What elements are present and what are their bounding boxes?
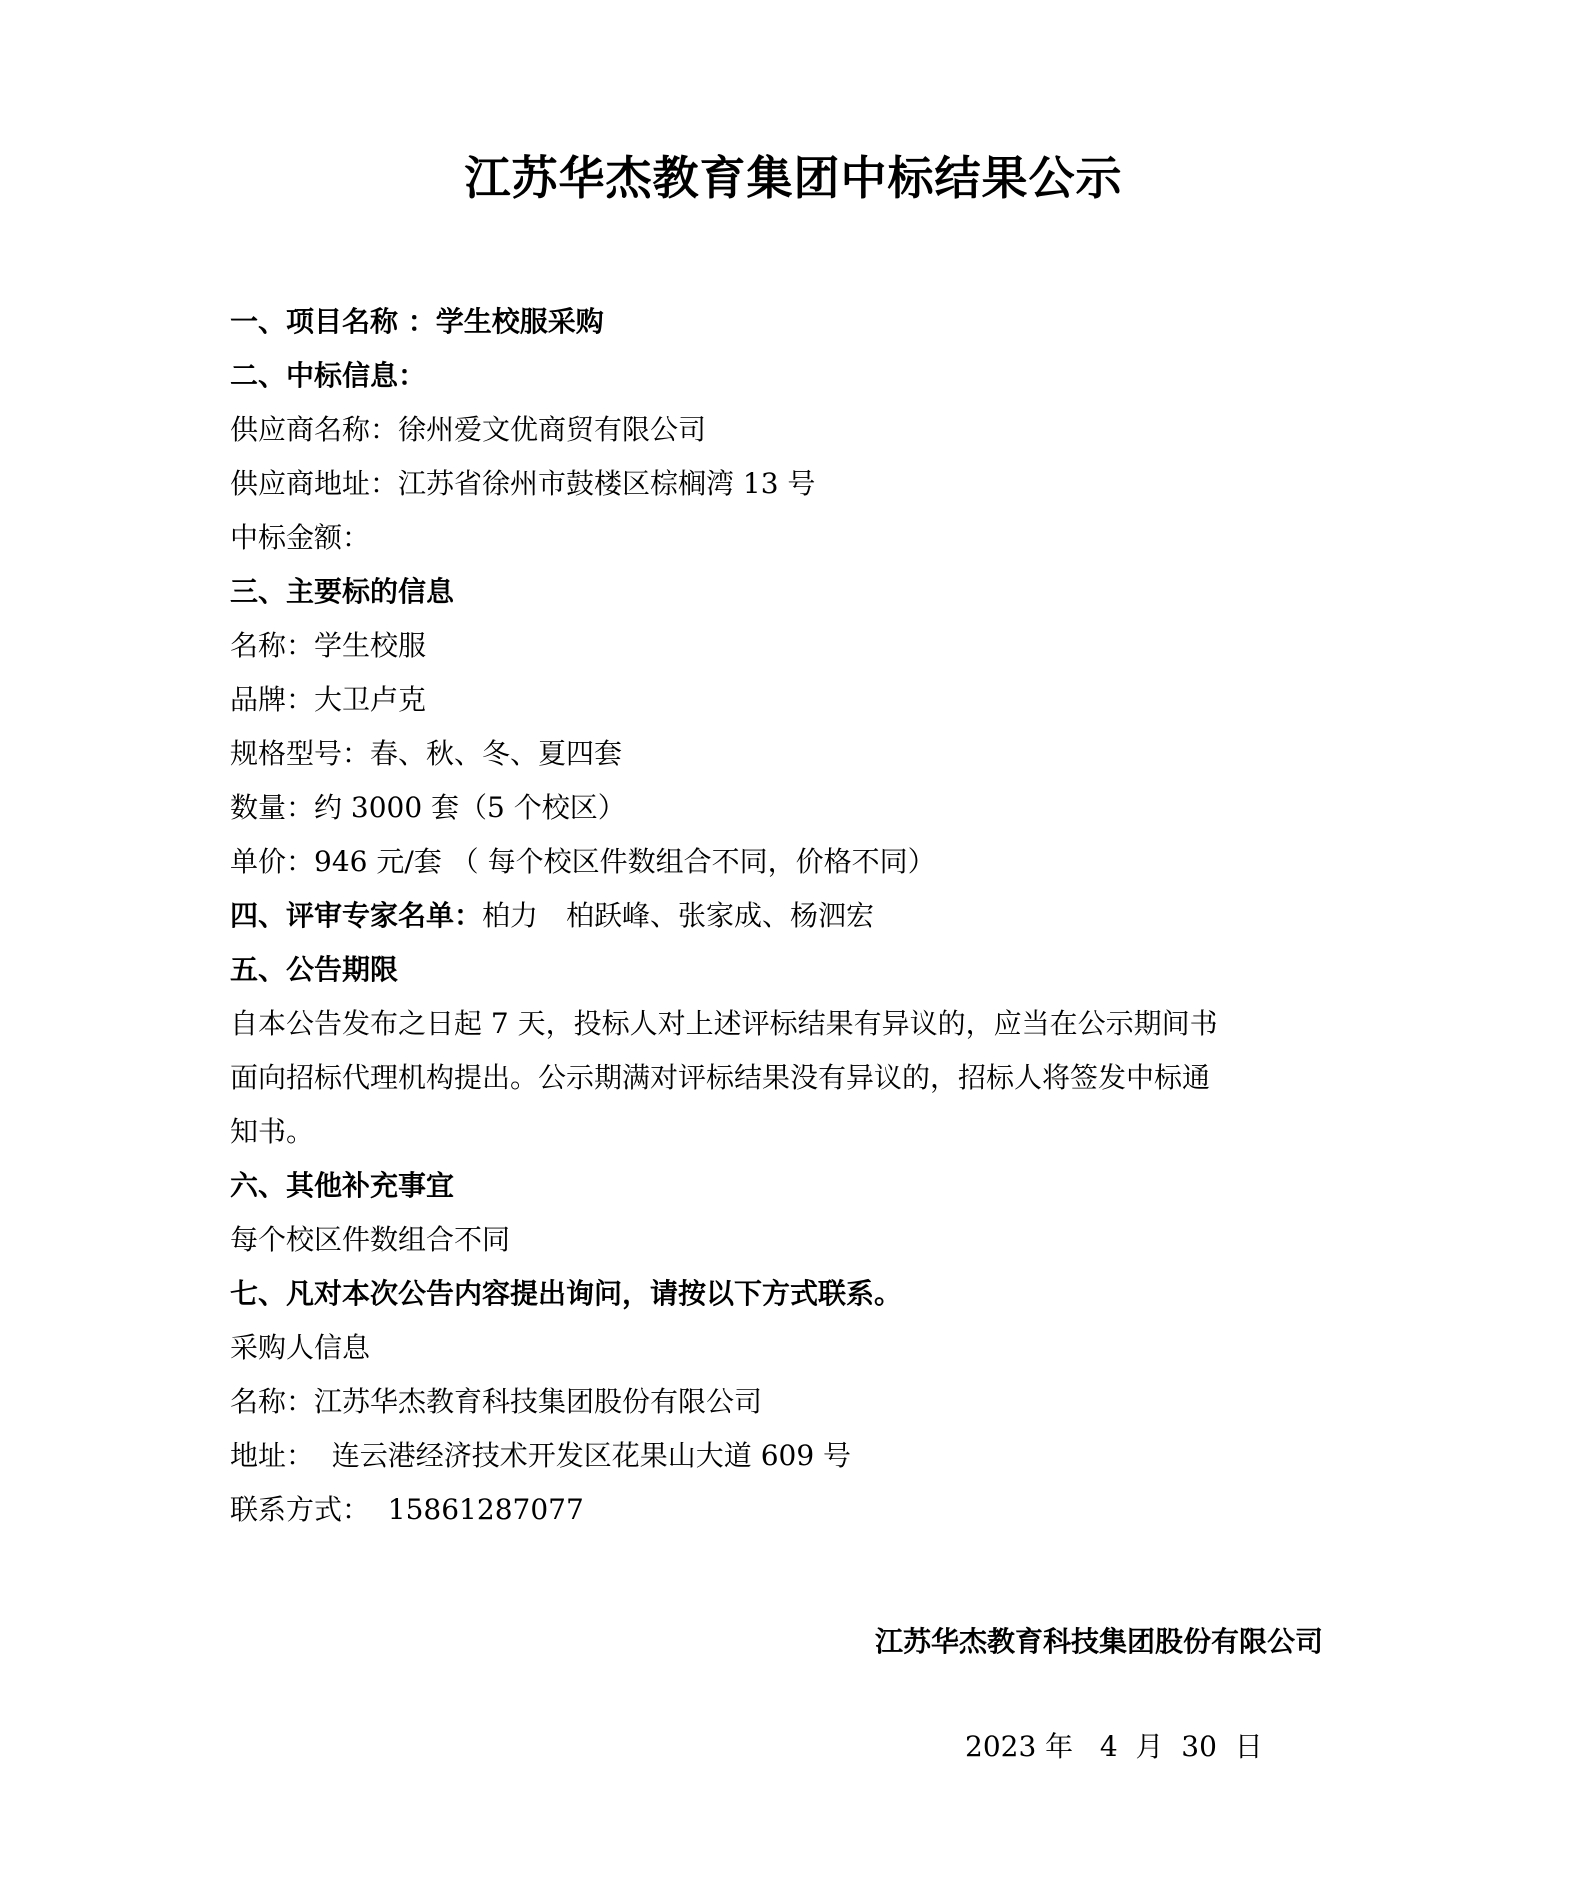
other-text: 每个校区件数组合不同 bbox=[230, 1223, 511, 1256]
item-quantity: 数量：约 3000 套（5 个校区） bbox=[230, 791, 626, 824]
section-contact: 七、凡对本次公告内容提出询问，请按以下方式联系。 bbox=[230, 1277, 903, 1310]
section-experts bbox=[230, 889, 1380, 943]
item-brand: 品牌：大卫卢克 bbox=[230, 683, 427, 716]
signature-date: 2023 年 4 月 30 日 bbox=[965, 1730, 1263, 1763]
item-unit-price: 单价：946 元/套 （ 每个校区件数组合不同，价格不同） bbox=[230, 845, 936, 878]
section-other: 六、其他补充事宜 bbox=[230, 1169, 455, 1202]
notice-period-text-2: 面向招标代理机构提出。公示期满对评标结果没有异议的，招标人将签发中标通 bbox=[230, 1061, 1211, 1094]
notice-period-text-1: 自本公告发布之日起 7 天，投标人对上述评标结果有异议的，应当在公示期间书 bbox=[230, 1007, 1218, 1040]
purchaser-info-heading: 采购人信息 bbox=[230, 1331, 371, 1364]
section-main-items: 三、主要标的信息 bbox=[230, 575, 455, 608]
section-project-name: 一、项目名称 ：学生校服采购 bbox=[230, 305, 604, 338]
signature-company: 江苏华杰教育科技集团股份有限公司 bbox=[875, 1625, 1324, 1658]
purchaser-phone: 联系方式： 15861287077 bbox=[230, 1493, 584, 1526]
notice-period-text-3: 知书。 bbox=[230, 1115, 315, 1148]
section-bid-info: 二、中标信息： bbox=[230, 359, 427, 392]
document-body bbox=[230, 295, 1380, 1537]
item-name: 名称：学生校服 bbox=[230, 629, 427, 662]
purchaser-name: 名称：江苏华杰教育科技集团股份有限公司 bbox=[230, 1385, 763, 1418]
document-title: 江苏华杰教育集团中标结果公示 bbox=[464, 151, 1123, 205]
section-notice-period: 五、公告期限 bbox=[230, 953, 399, 986]
supplier-name: 供应商名称：徐州爱文优商贸有限公司 bbox=[230, 413, 707, 446]
experts-value: 柏力 柏跃峰、张家成、杨泗宏 bbox=[482, 899, 875, 932]
supplier-address: 供应商地址：江苏省徐州市鼓楼区棕榈湾 13 号 bbox=[230, 467, 816, 500]
bid-amount: 中标金额： bbox=[230, 521, 371, 554]
experts-label: 四、评审专家名单： bbox=[230, 899, 483, 932]
item-spec: 规格型号：春、秋、冬、夏四套 bbox=[230, 737, 623, 770]
purchaser-address: 地址： 连云港经济技术开发区花果山大道 609 号 bbox=[230, 1439, 852, 1472]
